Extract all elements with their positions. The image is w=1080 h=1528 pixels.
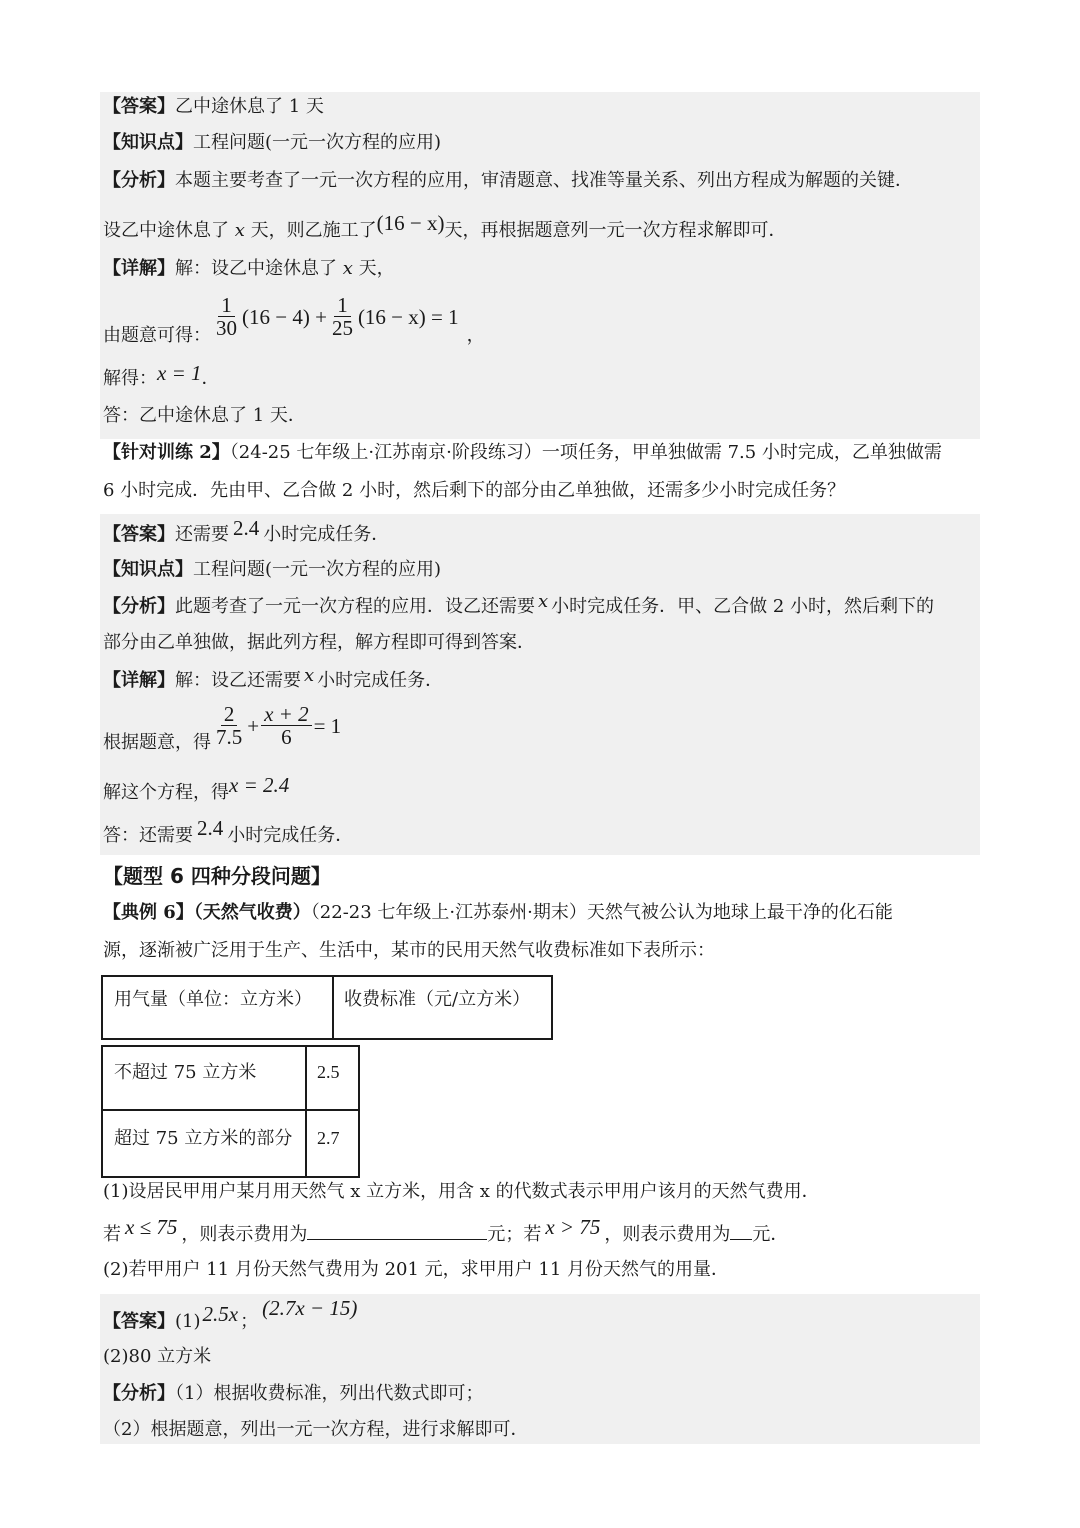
answer-blank[interactable]	[730, 1239, 752, 1240]
training2-line2: 6 小时完成．先由甲、乙合做 2 小时，然后剩下的部分由乙单独做，还需多少小时完成任务？	[103, 480, 846, 501]
fraction: $\frac{1}{25}$	[331, 293, 353, 340]
detail-text: 天，	[358, 258, 395, 279]
analysis-text: 天，再根据题意列一元一次方程求解即可．	[444, 220, 787, 241]
math-expression: (2.7x − 15)	[262, 1296, 358, 1320]
ex1-final-answer: 答：乙中途休息了 1 天．	[103, 405, 306, 426]
math-var: x	[342, 258, 353, 279]
ex1-answer-line	[103, 96, 324, 118]
detail-label: 【详解】	[103, 670, 175, 691]
e6-analysis-line: 【分析】（1）根据收费标准，列出代数式即可；	[103, 1383, 484, 1404]
t2-analysis-line2: 部分由乙单独做，据此列方程，解方程即可得到答案．	[103, 632, 535, 653]
fraction: $\frac{2}{7.5}$	[216, 702, 243, 749]
math-expression: x = 2.4	[229, 773, 290, 797]
analysis-text: 本题主要考查了一元一次方程的应用，审清题意、找准等量关系、列出方程成为解题的关键．	[175, 170, 913, 191]
math-value: 2.4	[233, 516, 260, 540]
example6-line1: 【典例 6】（天然气收费）（22-23 七年级上·江苏泰州·期末）天然气被公认为地球上最干净的化石能	[103, 902, 893, 923]
t2-answer-line: 【答案】还需要 2.4 小时完成任务．	[103, 516, 390, 545]
table-row2-usage: 超过 75 立方米的部分	[114, 1128, 293, 1149]
e6-answer-line: 【答案】(1)2.5x ；(2.7x − 15)	[103, 1296, 358, 1332]
e6-answer-line2: (2)80 立方米	[103, 1346, 212, 1367]
example-label: 【典例 6】（天然气收费）	[103, 902, 311, 923]
ex1-detail-line	[103, 258, 395, 280]
answer-blank[interactable]	[307, 1239, 487, 1240]
ex1-analysis-line2	[103, 211, 787, 242]
t2-knowledge-line: 【知识点】工程问题(一元一次方程的应用)	[103, 559, 442, 580]
math-expression: 2.5x	[202, 1302, 239, 1326]
table-row1-usage: 不超过 75 立方米	[114, 1062, 257, 1083]
equation: $\frac{2}{7.5}$ + $\frac{x + 2}{6}$ = 1	[211, 703, 341, 748]
question-text: （24-25 七年级上·江苏南京·阶段练习）一项任务，甲单独做需 7.5 小时完成，乙单独做需	[229, 442, 942, 463]
answer-label: 【答案】	[103, 524, 175, 545]
math-var: x	[304, 665, 315, 686]
detail-label: 【详解】	[103, 258, 175, 279]
table-row1-rate: 2.5	[317, 1062, 340, 1082]
fraction: $\frac{x + 2}{6}$	[261, 703, 312, 748]
math-value: 2.4	[197, 816, 224, 840]
math-expression: x = 1	[157, 361, 202, 385]
answer-label: 【答案】	[103, 1311, 175, 1332]
math-var: x	[234, 220, 245, 241]
ex1-equation-line: 由题意可得： $\frac{1}{30}$ (16 − 4) + $\frac{1}{25}$ (16 − x) = 1 ，	[103, 293, 485, 346]
analysis-label: 【分析】	[103, 596, 175, 617]
t2-equation-line: 根据题意，得 $\frac{2}{7.5}$ + $\frac{x + 2}{6}$ = 1	[103, 702, 342, 753]
math-condition: x > 75	[545, 1215, 601, 1239]
detail-text: 解：设乙中途休息了	[175, 258, 337, 279]
section-heading: 【题型 6 四种分段问题】	[103, 864, 331, 888]
knowledge-text: 工程问题(一元一次方程的应用)	[193, 132, 442, 153]
ex1-knowledge-line	[103, 132, 441, 154]
training-label: 【针对训练 2】	[103, 442, 230, 463]
answer-text: 乙中途休息了 1 天	[175, 96, 324, 117]
e6-analysis-line2: （2）根据题意，列出一元一次方程，进行求解即可．	[103, 1419, 529, 1440]
fraction: $\frac{1}{30}$	[216, 293, 237, 340]
example6-line2: 源，逐渐被广泛用于生产、生活中，某市的民用天然气收费标准如下表所示：	[103, 940, 715, 961]
t2-solve-line: 解这个方程，得x = 2.4	[103, 773, 290, 803]
math-var: x	[538, 591, 549, 612]
knowledge-label: 【知识点】	[103, 559, 193, 580]
equation-prefix: 由题意可得：	[103, 325, 211, 346]
math-condition: x ≤ 75	[125, 1215, 178, 1239]
table-header-usage: 用气量（单位：立方米）	[114, 989, 312, 1010]
math-expression: (16 − x)	[376, 211, 445, 235]
table-row2-rate: 2.7	[317, 1128, 340, 1148]
question-1: (1)设居民甲用户某月用天然气 x 立方米，用含 x 的代数式表示甲用户该月的天然气费用．	[103, 1181, 820, 1202]
table-header-rate: 收费标准（元/立方米）	[344, 989, 531, 1010]
analysis-text: 天，则乙施工了	[250, 220, 377, 241]
t2-analysis-line: 【分析】此题考查了一元一次方程的应用．设乙还需要 x 小时完成任务．甲、乙合做 2 小时，然后剩下的	[103, 591, 935, 617]
ex1-analysis-line	[103, 170, 913, 192]
knowledge-label: 【知识点】	[103, 132, 193, 153]
analysis-label: 【分析】	[103, 1383, 175, 1404]
analysis-label: 【分析】	[103, 170, 175, 191]
question-2: (2)若甲用户 11 月份天然气费用为 201 元，求甲用户 11 月份天然气的用量．	[103, 1259, 729, 1280]
t2-final-answer: 答：还需要 2.4 小时完成任务．	[103, 816, 354, 846]
analysis-text: 设乙中途休息了	[103, 220, 229, 241]
t2-detail-line: 【详解】解：设乙还需要 x 小时完成任务．	[103, 665, 444, 691]
answer-label: 【答案】	[103, 96, 175, 117]
training2-line1	[103, 442, 942, 464]
ex1-solve-line: 解得：x = 1．	[103, 361, 220, 389]
equation: $\frac{1}{30}$ (16 − 4) + $\frac{1}{25}$ (16 − x) = 1	[211, 294, 459, 339]
question-1b: 若 x ≤ 75 ，则表示费用为 元；若 x > 75 ，则表示费用为 元．	[103, 1215, 789, 1245]
